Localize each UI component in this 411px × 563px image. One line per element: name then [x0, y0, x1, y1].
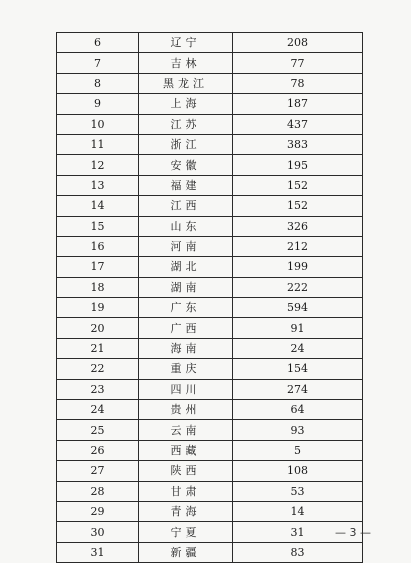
- row-index-cell: 16: [57, 236, 139, 256]
- value-cell: 78: [233, 73, 363, 93]
- province-name-cell: 贵州: [139, 400, 233, 420]
- table-row: [57, 298, 363, 318]
- table-row: [57, 33, 363, 53]
- row-index-cell: 12: [57, 155, 139, 175]
- value-cell: 14: [233, 501, 363, 521]
- province-name-cell: 青海: [139, 501, 233, 521]
- value-cell: 93: [233, 420, 363, 440]
- value-cell: 274: [233, 379, 363, 399]
- row-index-cell: 6: [57, 33, 139, 53]
- province-name-cell: 四川: [139, 379, 233, 399]
- value-cell: 152: [233, 196, 363, 216]
- province-name-cell: 重庆: [139, 359, 233, 379]
- table-row: [57, 359, 363, 379]
- table-row: [57, 522, 363, 542]
- value-cell: 91: [233, 318, 363, 338]
- table-row: [57, 73, 363, 93]
- value-cell: 24: [233, 338, 363, 358]
- row-index-cell: 8: [57, 73, 139, 93]
- value-cell: 195: [233, 155, 363, 175]
- province-name-cell: 湖南: [139, 277, 233, 297]
- value-cell: 108: [233, 461, 363, 481]
- row-index-cell: 30: [57, 522, 139, 542]
- row-index-cell: 17: [57, 257, 139, 277]
- table-row: [57, 216, 363, 236]
- value-cell: 64: [233, 400, 363, 420]
- table-row: [57, 440, 363, 460]
- province-name-cell: 海南: [139, 338, 233, 358]
- province-name-cell: 黑龙江: [139, 73, 233, 93]
- value-cell: 199: [233, 257, 363, 277]
- row-index-cell: 23: [57, 379, 139, 399]
- table-row: [57, 379, 363, 399]
- table-row: [57, 94, 363, 114]
- province-name-cell: 云南: [139, 420, 233, 440]
- row-index-cell: 7: [57, 53, 139, 73]
- province-name-cell: 浙江: [139, 134, 233, 154]
- value-cell: 83: [233, 542, 363, 562]
- table-row: [57, 175, 363, 195]
- province-name-cell: 安徽: [139, 155, 233, 175]
- province-name-cell: 吉林: [139, 53, 233, 73]
- value-cell: 187: [233, 94, 363, 114]
- province-name-cell: 广西: [139, 318, 233, 338]
- row-index-cell: 25: [57, 420, 139, 440]
- row-index-cell: 26: [57, 440, 139, 460]
- row-index-cell: 11: [57, 134, 139, 154]
- row-index-cell: 9: [57, 94, 139, 114]
- row-index-cell: 18: [57, 277, 139, 297]
- value-cell: 53: [233, 481, 363, 501]
- province-name-cell: 上海: [139, 94, 233, 114]
- row-index-cell: 29: [57, 501, 139, 521]
- province-name-cell: 西藏: [139, 440, 233, 460]
- table-body: [57, 33, 363, 563]
- province-name-cell: 新疆: [139, 542, 233, 562]
- value-cell: 594: [233, 298, 363, 318]
- province-name-cell: 江西: [139, 196, 233, 216]
- province-data-table: [56, 32, 363, 563]
- value-cell: 5: [233, 440, 363, 460]
- row-index-cell: 14: [57, 196, 139, 216]
- province-name-cell: 辽宁: [139, 33, 233, 53]
- table-row: [57, 420, 363, 440]
- table-row: [57, 53, 363, 73]
- page-number: — 3 —: [335, 526, 371, 539]
- data-table-container: [56, 32, 362, 563]
- table-row: [57, 196, 363, 216]
- table-row: [57, 236, 363, 256]
- table-row: [57, 501, 363, 521]
- province-name-cell: 河南: [139, 236, 233, 256]
- row-index-cell: 24: [57, 400, 139, 420]
- table-row: [57, 338, 363, 358]
- table-row: [57, 277, 363, 297]
- province-name-cell: 山东: [139, 216, 233, 236]
- province-name-cell: 宁夏: [139, 522, 233, 542]
- row-index-cell: 19: [57, 298, 139, 318]
- row-index-cell: 13: [57, 175, 139, 195]
- province-name-cell: 福建: [139, 175, 233, 195]
- value-cell: 208: [233, 33, 363, 53]
- value-cell: 31: [233, 522, 363, 542]
- province-name-cell: 江苏: [139, 114, 233, 134]
- value-cell: 212: [233, 236, 363, 256]
- table-row: [57, 134, 363, 154]
- row-index-cell: 20: [57, 318, 139, 338]
- value-cell: 326: [233, 216, 363, 236]
- province-name-cell: 陕西: [139, 461, 233, 481]
- value-cell: 77: [233, 53, 363, 73]
- table-row: [57, 400, 363, 420]
- value-cell: 437: [233, 114, 363, 134]
- table-row: [57, 155, 363, 175]
- table-row: [57, 257, 363, 277]
- value-cell: 383: [233, 134, 363, 154]
- province-name-cell: 广东: [139, 298, 233, 318]
- value-cell: 154: [233, 359, 363, 379]
- row-index-cell: 31: [57, 542, 139, 562]
- row-index-cell: 21: [57, 338, 139, 358]
- row-index-cell: 22: [57, 359, 139, 379]
- table-row: [57, 318, 363, 338]
- province-name-cell: 甘肃: [139, 481, 233, 501]
- row-index-cell: 15: [57, 216, 139, 236]
- table-row: [57, 461, 363, 481]
- row-index-cell: 10: [57, 114, 139, 134]
- value-cell: 152: [233, 175, 363, 195]
- row-index-cell: 28: [57, 481, 139, 501]
- province-name-cell: 湖北: [139, 257, 233, 277]
- table-row: [57, 114, 363, 134]
- row-index-cell: 27: [57, 461, 139, 481]
- value-cell: 222: [233, 277, 363, 297]
- table-row: [57, 481, 363, 501]
